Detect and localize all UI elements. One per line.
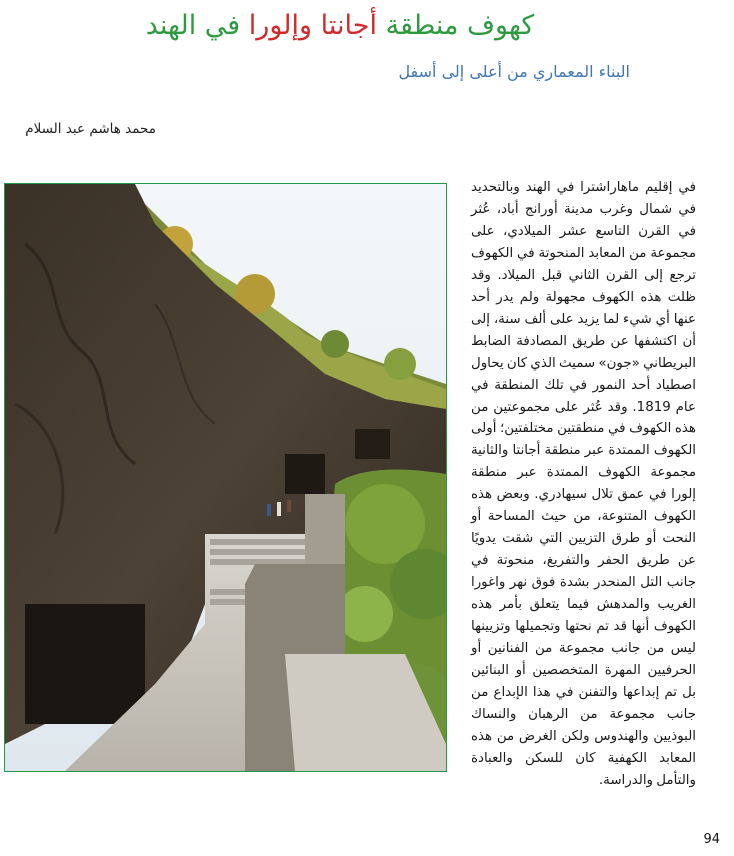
cave-photo <box>4 183 447 772</box>
title-part-4: في الهند <box>145 10 241 41</box>
article-title <box>120 8 560 44</box>
title-part-2: أجانتا <box>320 10 377 41</box>
article-body: في إقليم ماهاراشترا في الهند وبالتحديد في شمال وغرب مدينة أورانج أباد، عُثر في القرن التاسع عشر الميلادي، على مجموعة من المعابد المنحوتة في الكهوف ترجع إلى القرن الثاني قبل الميلاد. وقد ظلت هذه الكهوف مجهولة ولم يدر أحد عنها أي شيء لما يزيد على ألف سنة، إلى أن اكتشفها عن طريق المصادفة الضابط البريطاني «جون» سميث الذي كان يحاول اصطياد أحد النمور في تلك المنطقة في عام 1819. وقد عُثر على مجموعتين من هذه الكهوف في منطقتين مختلفتين؛ أولى الكهوف الممتدة عبر منطقة أجانتا والثانية مجموعة الكهوف الممتدة عبر منطقة إلورا في عمق تلال سيهادري. وبعض هذه الكهوف المتنوعة، من حيث المساحة أو النحت أو طرق التزيين التي شقت يدويًا عن طريق الحفر والتفريغ، منحوتة في جانب التل المنحدر بشدة فوق نهر واغورا الغريب والمدهش فيما يتعلق بأمر هذه الكهوف أنها قد تم نحتها وتجميلها وتزيينها ليس من جانب مجموعة من الفنانين أو الحرفيين المهرة المتخصصين أو البنائين بل تم إبداعها والتفنن في هذا الإبداع من جانب مجموعة من الرهبان والنساك البوذيين والهندوس ولكن الغرض من هذه المعابد الكهفية كان للسكن والعبادة والتأمل والدراسة. <box>470 180 696 788</box>
author-name: محمد هاشم عبد السلام <box>25 121 156 137</box>
title-part-1: كهوف منطقة <box>385 10 535 41</box>
article-subtitle: البناء المعماري من أعلى إلى أسفل <box>398 62 630 81</box>
title-part-3: وإلورا <box>248 10 313 41</box>
page-number: 94 <box>703 832 720 847</box>
